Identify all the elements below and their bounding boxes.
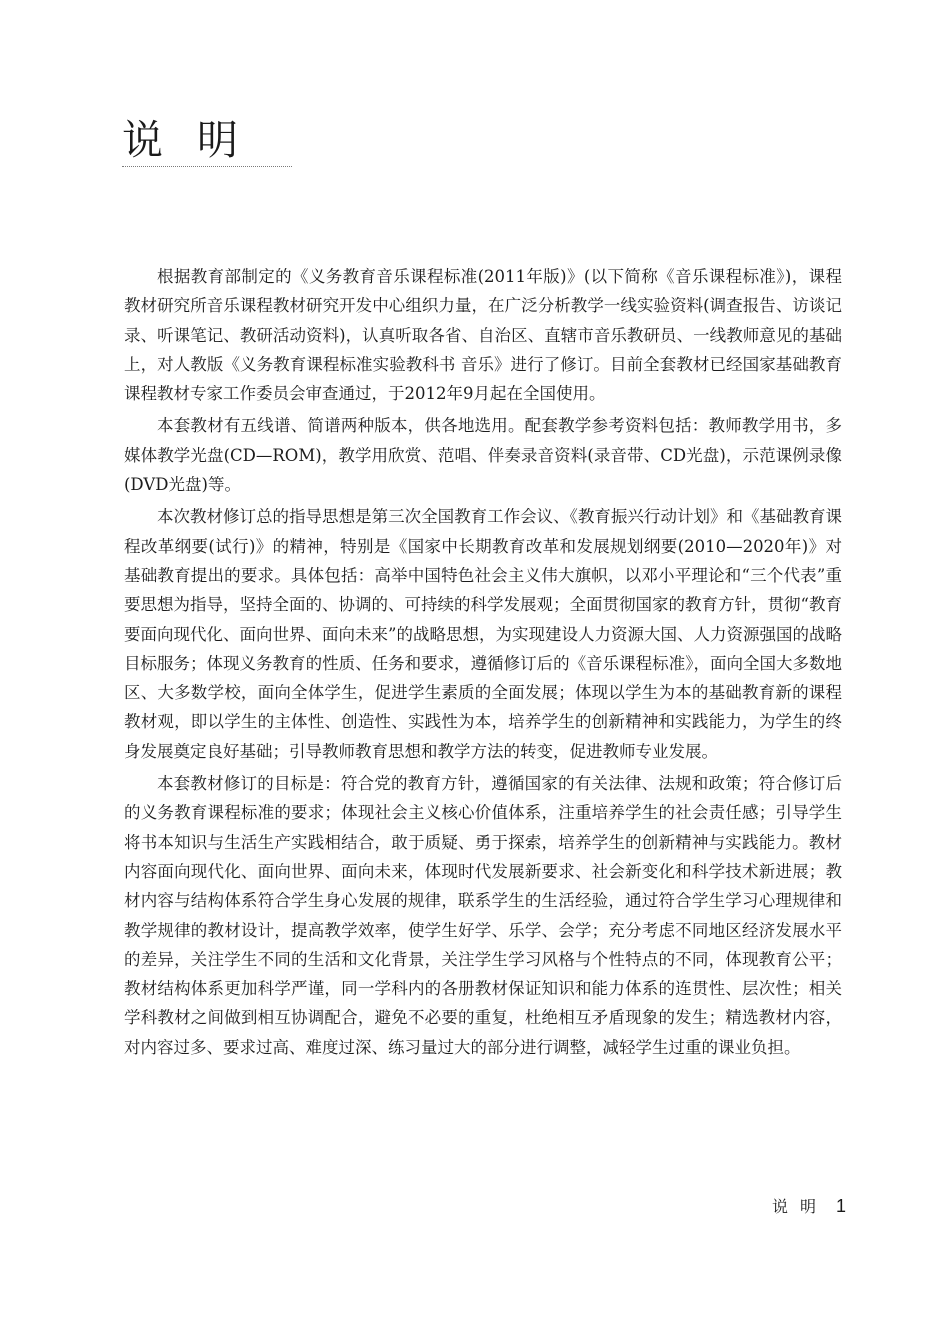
paragraph: 本套教材有五线谱、简谱两种版本，供各地选用。配套教学参考资料包括：教师教学用书，多媒体教学光盘(CD—ROM)，教学用欣赏、范唱、伴奏录音资料(录音带、CD光盘)，示范课例录像(DVD光盘)等。 (124, 416, 842, 495)
page-footer (772, 1194, 846, 1217)
paragraph: 根据教育部制定的《义务教育音乐课程标准(2011年版)》(以下简称《音乐课程标准》)，课程教材研究所音乐课程教材研究开发中心组织力量，在广泛分析教学一线实验资料(调查报告、访谈记录、听课笔记、教研活动资料)，认真听取各省、自治区、直辖市音乐教研员、一线教师意见的基础上，对人教版《义务教育课程标准实验教科书 音乐》进行了修订。目前全套教材已经国家基础教育课程教材专家工作委员会审查通过，于2012年9月起在全国使用。 (124, 267, 842, 404)
footer-section-label: 说明 (771, 1197, 828, 1216)
title-underline (122, 166, 292, 167)
body-text (124, 262, 842, 1065)
paragraph: 本套教材修订的目标是：符合党的教育方针，遵循国家的有关法律、法规和政策；符合修订后的义务教育课程标准的要求；体现社会主义核心价值体系，注重培养学生的社会责任感；引导学生将书本知识与生活生产实践相结合，敢于质疑、勇于探索，培养学生的创新精神与实践能力。教材内容面向现代化、面向世界、面向未来，体现时代发展新要求、社会新变化和科学技术新进展；教材内容与结构体系符合学生身心发展的规律，联系学生的生活经验，通过符合学生学习心理规律和教学规律的教材设计，提高教学效率，使学生好学、乐学、会学；充分考虑不同地区经济发展水平的差异，关注学生不同的生活和文化背景，关注学生学习风格与个性特点的不同，体现教育公平；教材结构体系更加科学严谨，同一学科内的各册教材保证知识和能力体系的连贯性、层次性；相关学科教材之间做到相互协调配合，避免不必要的重复，杜绝相互矛盾现象的发生；精选教材内容，对内容过多、要求过高、难度过深、练习量过大的部分进行调整，减轻学生过重的课业负担。 (124, 774, 842, 1057)
page-title: 说明 (122, 116, 272, 164)
page-number: 1 (835, 1196, 846, 1216)
paragraph: 本次教材修订总的指导思想是第三次全国教育工作会议、《教育振兴行动计划》和《基础教育课程改革纲要(试行)》的精神，特别是《国家中长期教育改革和发展规划纲要(2010—2020年)》对基础教育提出的要求。具体包括：高举中国特色社会主义伟大旗帜，以邓小平理论和“三个代表”重要思想为指导，坚持全面的、协调的、可持续的科学发展观；全面贯彻国家的教育方针，贯彻“教育要面向现代化、面向世界、面向未来”的战略思想，为实现建设人力资源大国、人力资源强国的战略目标服务；体现义务教育的性质、任务和要求，遵循修订后的《音乐课程标准》，面向全国大多数地区、大多数学校，面向全体学生，促进学生素质的全面发展；体现以学生为本的基础教育新的课程教材观，即以学生的主体性、创造性、实践性为本，培养学生的创新精神和实践能力，为学生的终身发展奠定良好基础；引导教师教育思想和教学方法的转变，促进教师专业发展。 (124, 507, 842, 761)
